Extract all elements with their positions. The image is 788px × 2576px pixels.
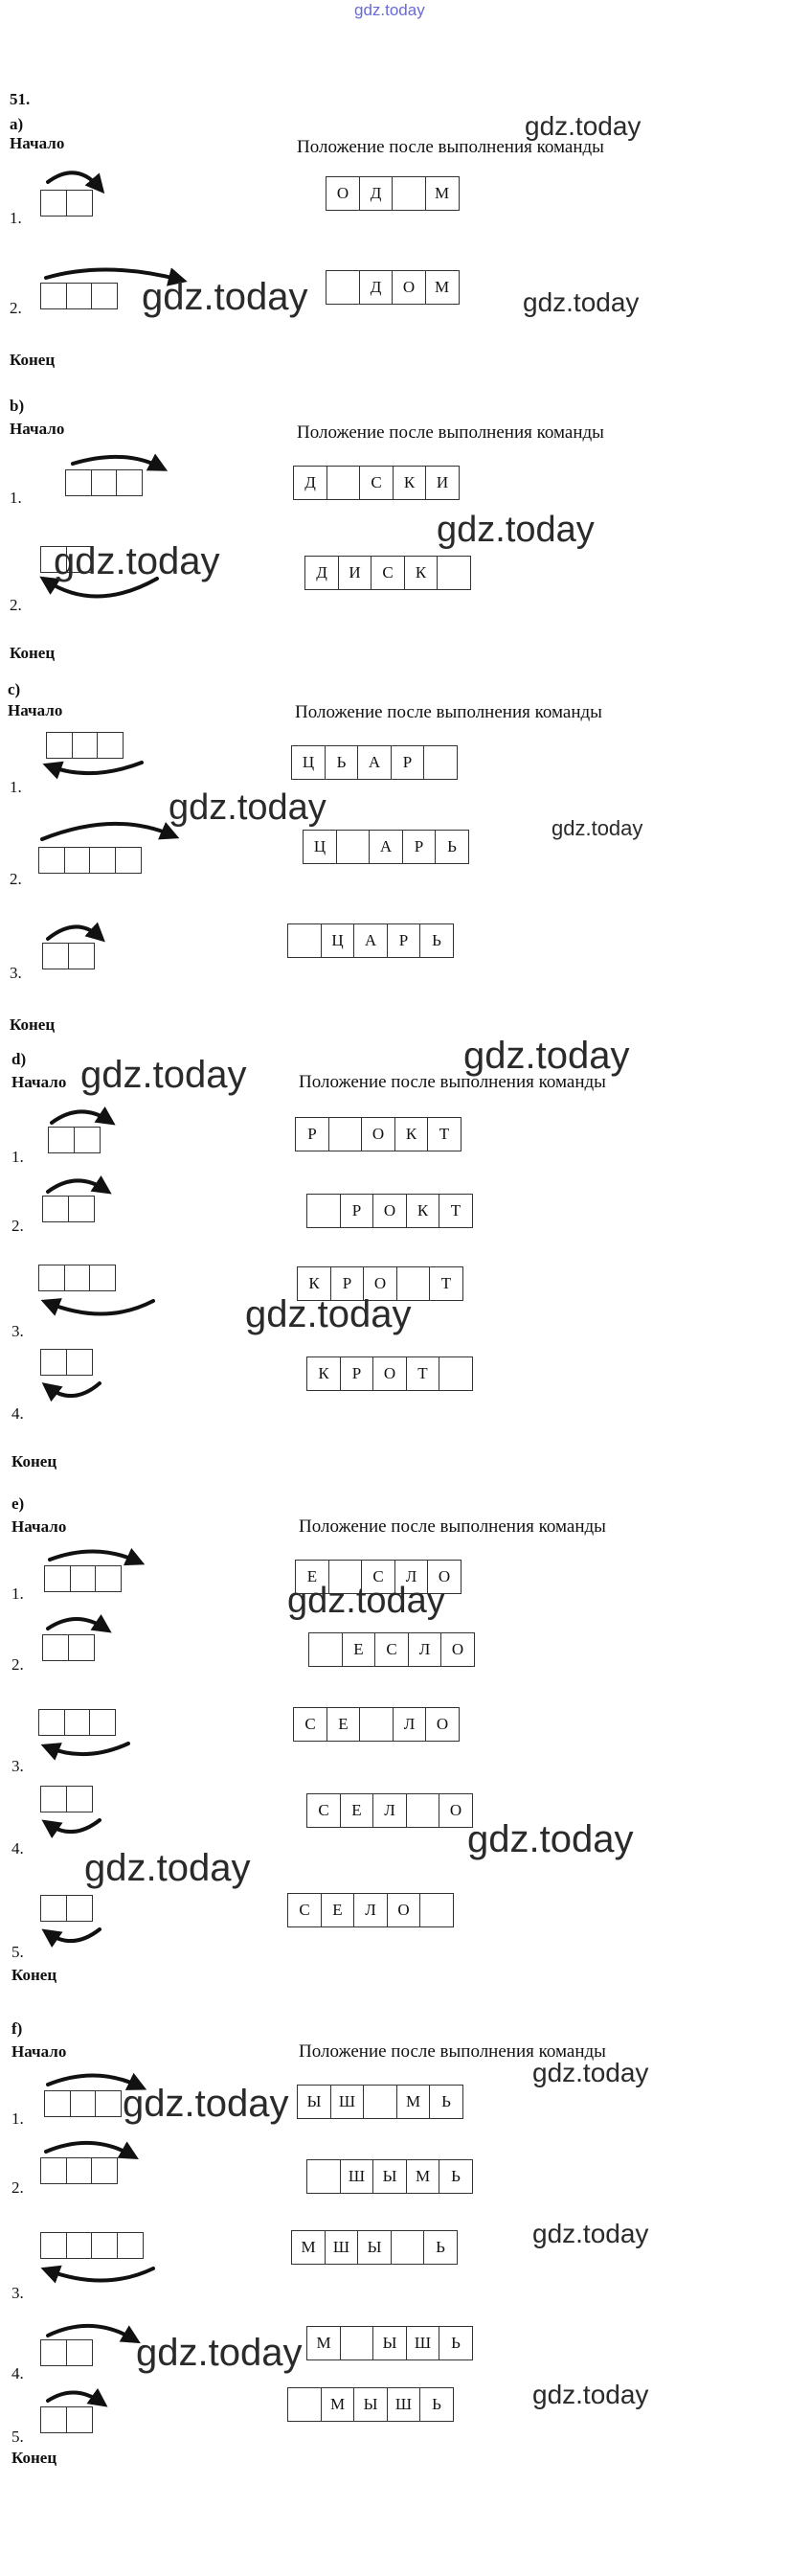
cell: С bbox=[287, 1893, 322, 1927]
cell: Р bbox=[295, 1117, 329, 1151]
cell: М bbox=[406, 2159, 440, 2194]
cell: С bbox=[359, 466, 394, 500]
cell: Л bbox=[372, 1793, 407, 1828]
cell: Ш bbox=[340, 2159, 374, 2194]
watermark: gdz.today bbox=[523, 287, 640, 317]
arrow-e2 bbox=[48, 1619, 105, 1629]
cell: А bbox=[357, 745, 392, 780]
cell: К bbox=[404, 556, 439, 590]
section-c-end: Конец bbox=[10, 1015, 56, 1034]
section-f-end: Конец bbox=[11, 2449, 57, 2467]
cell: Е bbox=[340, 1793, 374, 1828]
section-e-end: Конец bbox=[11, 1966, 57, 1984]
cell: О bbox=[440, 1632, 475, 1667]
cell: Ш bbox=[387, 2387, 421, 2422]
section-f-step-4-number: 4. bbox=[11, 2364, 24, 2382]
section-e-letter: e) bbox=[11, 1494, 25, 1513]
section-b-caption: Положение после выполнения команды bbox=[297, 422, 604, 443]
watermark: gdz.today bbox=[169, 787, 326, 828]
section-c-caption: Положение после выполнения команды bbox=[295, 702, 602, 722]
section-d-start: Начало bbox=[11, 1073, 67, 1091]
arrow-d3 bbox=[48, 1301, 153, 1314]
section-b-end: Конец bbox=[10, 644, 56, 662]
section-b-letter: b) bbox=[10, 397, 25, 415]
cell: С bbox=[361, 1560, 395, 1594]
cell: О bbox=[372, 1356, 407, 1391]
cell: М bbox=[425, 176, 460, 211]
cell: Е bbox=[342, 1632, 376, 1667]
cell: Ь bbox=[419, 2387, 454, 2422]
cell: Д bbox=[359, 270, 394, 305]
arrow-b1 bbox=[73, 457, 161, 467]
cell: О bbox=[361, 1117, 395, 1151]
watermark-top: gdz.today bbox=[354, 1, 425, 19]
cell: Р bbox=[402, 830, 437, 864]
cell: Д bbox=[359, 176, 394, 211]
section-c-step-2-number: 2. bbox=[10, 870, 22, 888]
section-a-start: Начало bbox=[10, 134, 65, 152]
section-d-step-3-number: 3. bbox=[11, 1322, 24, 1340]
cell: К bbox=[297, 1266, 331, 1301]
cell: М bbox=[425, 270, 460, 305]
cell: Р bbox=[340, 1194, 374, 1228]
cell: Ь bbox=[429, 2085, 463, 2119]
section-e-step-5-number: 5. bbox=[11, 1943, 24, 1961]
cell: А bbox=[369, 830, 403, 864]
cell: О bbox=[387, 1893, 421, 1927]
cell: Д bbox=[293, 466, 327, 500]
cell: Ы bbox=[297, 2085, 331, 2119]
cell: Т bbox=[439, 1194, 473, 1228]
section-a-caption: Положение после выполнения команды bbox=[297, 137, 604, 157]
cell: Е bbox=[326, 1707, 361, 1742]
section-f-step-5-number: 5. bbox=[11, 2428, 24, 2446]
watermark: gdz.today bbox=[525, 111, 642, 141]
arrow-c2 bbox=[42, 824, 172, 839]
section-d-end: Конец bbox=[11, 1452, 57, 1470]
watermark: gdz.today bbox=[142, 276, 308, 318]
watermark: gdz.today bbox=[463, 1035, 630, 1077]
cell: К bbox=[393, 466, 427, 500]
cell: И bbox=[425, 466, 460, 500]
cell: М bbox=[396, 2085, 431, 2119]
section-a-end: Конец bbox=[10, 351, 56, 369]
watermark: gdz.today bbox=[84, 1847, 251, 1889]
arrow-c1 bbox=[50, 763, 142, 773]
cell: Л bbox=[353, 1893, 388, 1927]
cell: Ь bbox=[423, 2230, 458, 2265]
section-e-step-4-number: 4. bbox=[11, 1839, 24, 1858]
section-d-caption: Положение после выполнения команды bbox=[299, 1072, 606, 1092]
cell: Е bbox=[321, 1893, 355, 1927]
cell: А bbox=[353, 923, 388, 958]
cell: М bbox=[306, 2326, 341, 2360]
watermark: gdz.today bbox=[136, 2332, 303, 2374]
section-d-step-2-number: 2. bbox=[11, 1217, 24, 1235]
watermark: gdz.today bbox=[245, 1293, 412, 1335]
cell: Л bbox=[393, 1707, 427, 1742]
section-a-letter: a) bbox=[10, 115, 24, 133]
cell: Ш bbox=[330, 2085, 365, 2119]
section-d-step-1-number: 1. bbox=[11, 1148, 24, 1166]
section-b-step-2-number: 2. bbox=[10, 596, 22, 614]
arrow-c3 bbox=[48, 926, 100, 939]
cell: О bbox=[392, 270, 426, 305]
cell: Е bbox=[295, 1560, 329, 1594]
cell: О bbox=[363, 1266, 397, 1301]
cell: Р bbox=[391, 745, 425, 780]
section-c-step-1-number: 1. bbox=[10, 778, 22, 796]
watermark: gdz.today bbox=[532, 2380, 649, 2409]
watermark: gdz.today bbox=[123, 2083, 289, 2125]
watermark: gdz.today bbox=[437, 510, 595, 550]
section-f-step-2-number: 2. bbox=[11, 2178, 24, 2197]
cell: Л bbox=[394, 1560, 429, 1594]
section-b-step-1-number: 1. bbox=[10, 489, 22, 507]
section-f-letter: f) bbox=[11, 2019, 23, 2038]
cell: С bbox=[306, 1793, 341, 1828]
cell: Р bbox=[330, 1266, 365, 1301]
cell: Ь bbox=[435, 830, 469, 864]
cell: О bbox=[427, 1560, 462, 1594]
cell: О bbox=[439, 1793, 473, 1828]
arrow-e3 bbox=[48, 1744, 128, 1754]
cell: Т bbox=[429, 1266, 463, 1301]
cell: Ь bbox=[439, 2159, 473, 2194]
cell: К bbox=[306, 1356, 341, 1391]
cell: Ы bbox=[372, 2159, 407, 2194]
section-e-step-1-number: 1. bbox=[11, 1584, 24, 1603]
section-b-start: Начало bbox=[10, 420, 65, 438]
cell: Ь bbox=[325, 745, 359, 780]
arrow-a1 bbox=[48, 172, 100, 188]
cell: Л bbox=[408, 1632, 442, 1667]
cell: О bbox=[425, 1707, 460, 1742]
task-number: 51. bbox=[10, 90, 31, 108]
cell: Т bbox=[427, 1117, 462, 1151]
section-f-step-3-number: 3. bbox=[11, 2284, 24, 2302]
cell: О bbox=[372, 1194, 407, 1228]
section-d-step-4-number: 4. bbox=[11, 1404, 24, 1423]
cell: С bbox=[371, 556, 405, 590]
section-e-start: Начало bbox=[11, 1517, 67, 1536]
watermark: gdz.today bbox=[532, 2058, 649, 2087]
arrow-f2 bbox=[46, 2143, 132, 2155]
section-d-letter: d) bbox=[11, 1050, 27, 1068]
watermark: gdz.today bbox=[54, 540, 220, 582]
cell: К bbox=[394, 1117, 429, 1151]
section-c-start: Начало bbox=[8, 701, 63, 719]
cell: Р bbox=[340, 1356, 374, 1391]
cell: И bbox=[338, 556, 372, 590]
cell: Т bbox=[406, 1356, 440, 1391]
arrow-d1 bbox=[52, 1111, 109, 1123]
cell: Ц bbox=[321, 923, 355, 958]
watermark: gdz.today bbox=[552, 816, 643, 840]
arrow-f3 bbox=[48, 2268, 153, 2281]
section-e-step-3-number: 3. bbox=[11, 1757, 24, 1775]
watermark: gdz.today bbox=[80, 1054, 247, 1096]
cell: М bbox=[321, 2387, 355, 2422]
section-f-start: Начало bbox=[11, 2042, 67, 2061]
cell: Ь bbox=[439, 2326, 473, 2360]
section-a-step-1-number: 1. bbox=[10, 209, 22, 227]
cell: С bbox=[293, 1707, 327, 1742]
cell: Ь bbox=[419, 923, 454, 958]
watermark: gdz.today bbox=[467, 1818, 634, 1860]
arrow-e1 bbox=[50, 1551, 138, 1562]
arrow-d4 bbox=[48, 1383, 100, 1396]
section-e-step-2-number: 2. bbox=[11, 1655, 24, 1674]
arrow-e5 bbox=[48, 1929, 100, 1941]
section-a-step-2-number: 2. bbox=[10, 299, 22, 317]
cell: С bbox=[374, 1632, 409, 1667]
cell: Ы bbox=[357, 2230, 392, 2265]
cell: Ц bbox=[303, 830, 337, 864]
cell: Ц bbox=[291, 745, 326, 780]
section-e-caption: Положение после выполнения команды bbox=[299, 1516, 606, 1537]
watermark: gdz.today bbox=[532, 2219, 649, 2248]
arrow-e4 bbox=[48, 1820, 100, 1832]
cell: Ш bbox=[406, 2326, 440, 2360]
cell: Ы bbox=[353, 2387, 388, 2422]
section-c-step-3-number: 3. bbox=[10, 964, 22, 982]
cell: Ы bbox=[372, 2326, 407, 2360]
arrow-f5 bbox=[48, 2392, 101, 2403]
cell: Ш bbox=[325, 2230, 359, 2265]
cell: М bbox=[291, 2230, 326, 2265]
cell: Р bbox=[387, 923, 421, 958]
section-f-caption: Положение после выполнения команды bbox=[299, 2041, 606, 2062]
arrow-f4 bbox=[48, 2326, 134, 2339]
section-f-step-1-number: 1. bbox=[11, 2109, 24, 2128]
watermark: gdz.today bbox=[287, 1581, 445, 1621]
arrow-d2 bbox=[48, 1180, 105, 1192]
cell: Д bbox=[304, 556, 339, 590]
section-c-letter: c) bbox=[8, 680, 21, 698]
cell: К bbox=[406, 1194, 440, 1228]
cell: О bbox=[326, 176, 360, 211]
